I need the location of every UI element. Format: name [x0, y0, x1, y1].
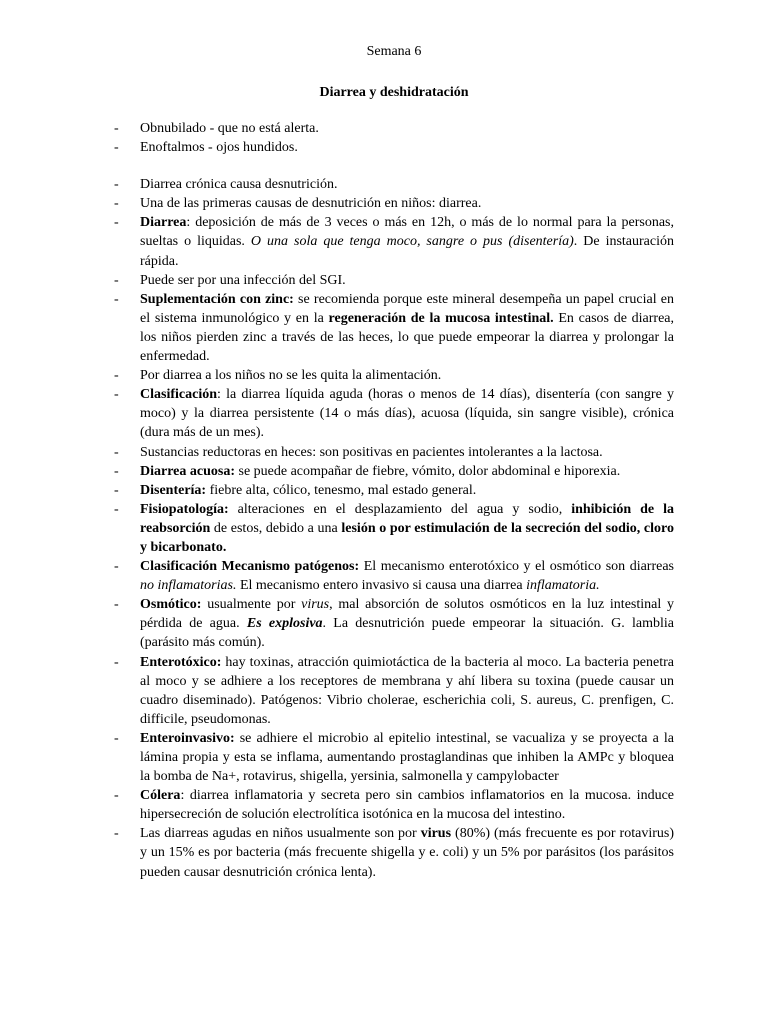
list-item: - Clasificación: la diarrea líquida aguda (horas o menos de 14 días), disentería (con sangre y moco) y la diarrea persistente (14 o más días), acuosa (líquida, sin sangre visible), crónica (dura más de un mes).: [114, 385, 674, 442]
list-item: - Sustancias reductoras en heces: son positivas en pacientes intolerantes a la lactosa.: [114, 443, 674, 462]
list-item: - Por diarrea a los niños no se les quita la alimentación.: [114, 366, 674, 385]
list-item: - Enoftalmos - ojos hundidos.: [114, 138, 674, 157]
list-item: - Suplementación con zinc: se recomienda porque este mineral desempeña un papel crucial en el sistema inmunológico y en la regeneración de la mucosa intestinal. En casos de diarrea, los niños pierden zinc a través de las heces, lo que puede empeorar la diarrea y prolongar la enfermedad.: [114, 290, 674, 366]
list-item: - Cólera: diarrea inflamatoria y secreta pero sin cambios inflamatorios en la mucosa. induce hipersecreción de solución electrolítica isotónica en la mucosa del intestino.: [114, 786, 674, 824]
list-item: - Disentería: fiebre alta, cólico, tenesmo, mal estado general.: [114, 481, 674, 500]
list-item: - Diarrea acuosa: se puede acompañar de fiebre, vómito, dolor abdominal e hiporexia.: [114, 462, 674, 481]
bullet-list-main: [114, 175, 674, 881]
bullet-list-intro: [114, 119, 674, 157]
list-item: - Fisiopatología: alteraciones en el desplazamiento del agua y sodio, inhibición de la reabsorción de estos, debido a una lesión o por estimulación de la secreción del sodio, cloro y bicarbonato.: [114, 500, 674, 557]
list-item: - Obnubilado - que no está alerta.: [114, 119, 674, 138]
list-item: - Enteroinvasivo: se adhiere el microbio al epitelio intestinal, se vacualiza y se proyecta a la lámina propia y esta se inflama, aumentando prostaglandinas que inhiben la AMPc y bloquea la bomba de Na+, rotavirus, shigella, yersinia, salmonella y campylobacter: [114, 729, 674, 786]
list-item: - Enterotóxico: hay toxinas, atracción quimiotáctica de la bacteria al moco. La bacteria penetra al moco y se adhiere a los receptores de membrana y ahí libera su toxina (puede causar un cuadro diseminado). Patógenos: Vibrio cholerae, escherichia coli, S. aureus, C. prenfigen, C. difficile, pseudomonas.: [114, 653, 674, 729]
list-item: - Clasificación Mecanismo patógenos: El mecanismo enterotóxico y el osmótico son diarreas no inflamatorias. El mecanismo entero invasivo si causa una diarrea inflamatoria.: [114, 557, 674, 595]
list-gap: [114, 157, 674, 175]
list-item: - Una de las primeras causas de desnutrición en niños: diarrea.: [114, 194, 674, 213]
document-title: Diarrea y deshidratación: [319, 85, 469, 100]
list-item: - Las diarreas agudas en niños usualmente son por virus (80%) (más frecuente es por rotavirus) y un 15% es por bacteria (más frecuente shigella y e. coli) y un 5% por parásitos (los parásitos pueden causar desnutrición crónica lenta).: [114, 824, 674, 881]
list-item: - Osmótico: usualmente por virus, mal absorción de solutos osmóticos en la luz intestinal y pérdida de agua. Es explosiva. La desnutrición puede empeorar la situación. G. lamblia (parásito más común).: [114, 595, 674, 652]
week-label: Semana 6: [366, 44, 422, 59]
list-item: - Diarrea: deposición de más de 3 veces o más en 12h, o más de lo normal para la personas, sueltas o liquidas. O una sola que tenga moco, sangre o pus (disentería). De instauración rápida.: [114, 213, 674, 270]
list-item: - Diarrea crónica causa desnutrición.: [114, 175, 674, 194]
list-item: - Puede ser por una infección del SGI.: [114, 271, 674, 290]
